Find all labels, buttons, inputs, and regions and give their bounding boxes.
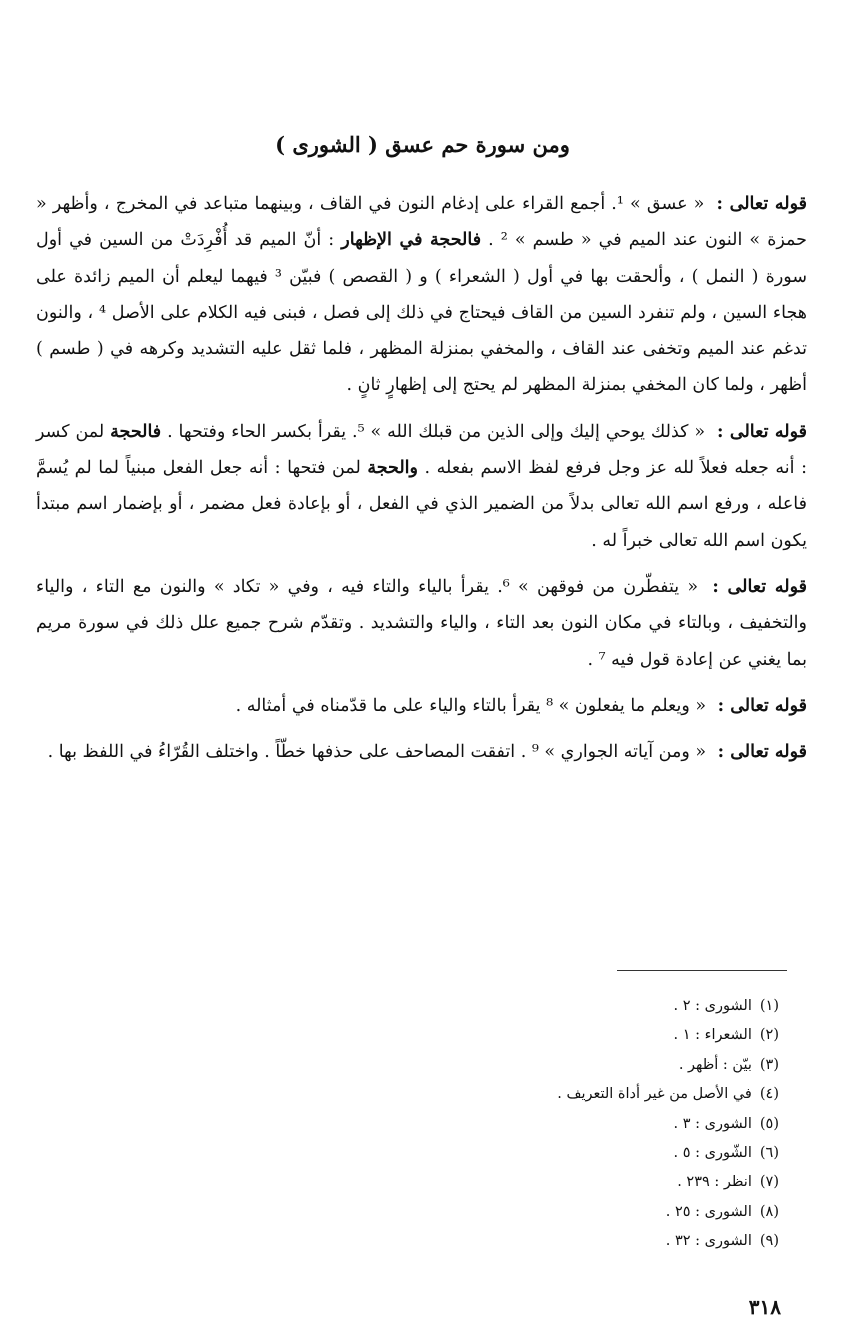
footnote-text: الشورى : ٢ . xyxy=(673,998,752,1014)
footnote-text: الشعراء : ١ . xyxy=(673,1027,752,1044)
footnote-item xyxy=(120,1139,779,1168)
footnote-separator xyxy=(617,970,787,971)
paragraph-3 xyxy=(36,569,807,678)
paragraph-text: « كذلك يوحي إليك وإلى الذين من قبلك الله » ⁵. يقرأ بكسر الحاء وفتحها . xyxy=(167,421,706,442)
body-text xyxy=(36,186,807,780)
verse-lead: قوله تعالى : xyxy=(712,576,807,597)
argument-term: والحجة xyxy=(367,458,418,479)
verse-lead: قوله تعالى : xyxy=(717,421,807,442)
paragraph-text: « عسق » ¹. أجمع القراء على إدغام النون في القاف ، وبينهما متباعد في المخرج ، وأظهر « حمزة » النون عند الميم في « طسم » ² . xyxy=(36,194,807,251)
footnote-number: (١) xyxy=(759,998,779,1014)
page-number: ٣١٨ xyxy=(748,1295,781,1319)
footnote-text: في الأصل من غير أداة التعريف . xyxy=(557,1086,752,1103)
footnote-number: (٩) xyxy=(759,1233,779,1250)
footnote-number: (٨) xyxy=(759,1203,779,1220)
footnote-item xyxy=(120,1198,779,1227)
paragraph-text: « يتفطّرن من فوقهن » ⁶. يقرأ بالياء والتاء فيه ، وفي « تكاد » والنون مع التاء ، والياء والتخفيف ، وبالتاء في مكان النون بعد التاء ، والياء والتشديد . وتقدّم شرح جميع علل ذلك في سورة مريم بما يغني عن إعادة قول فيه ⁷ . xyxy=(36,576,807,670)
verse-lead: قوله تعالى : xyxy=(717,695,807,716)
paragraph-text: لمن فتحها : أنه جعل الفعل مبنياً لما لم يُسمَّ فاعله ، ورفع اسم الله تعالى بدلاً من الضمير الذي في الفعل ، أو بإعادة فعل مضمر ، أو بإضمار اسم مبتدأ يكون اسم الله تعالى خبراً له . xyxy=(36,458,807,551)
paragraph-text: « ويعلم ما يفعلون » ⁸ يقرأ بالتاء والياء على ما قدّمناه في أمثاله . xyxy=(235,695,707,716)
footnote-item xyxy=(120,1051,779,1080)
paragraph-5 xyxy=(36,734,807,770)
footnote-number: (٦) xyxy=(759,1145,779,1162)
paragraph-1 xyxy=(36,186,807,404)
footnote-item xyxy=(120,1110,779,1139)
paragraph-text: لمن كسر : أنه جعله فعلاً لله عز وجل فرفع لفظ الاسم بفعله . xyxy=(36,421,807,479)
footnote-text: الشّورى : ٥ . xyxy=(673,1145,752,1162)
footnote-item xyxy=(120,1080,779,1109)
paragraph-text: « ومن آياته الجواري » ⁹ . اتفقت المصاحف على حذفها خطّاً . واختلف القُرّاءُ في اللفظ بها . xyxy=(47,742,707,763)
footnote-text: انظر : ٢٣٩ . xyxy=(677,1174,752,1191)
argument-term: فالحجة في الإظهار xyxy=(341,230,482,251)
footnote-number: (٤) xyxy=(759,1086,779,1103)
footnote-item xyxy=(120,1227,779,1256)
paragraph-4 xyxy=(36,688,807,724)
footnote-item xyxy=(120,1021,779,1050)
footnote-number: (٣) xyxy=(759,1056,779,1073)
footnote-text: الشورى : ٣ . xyxy=(673,1115,752,1132)
footnote-item xyxy=(120,992,779,1021)
footnote-text: بيّن : أظهر . xyxy=(678,1056,752,1073)
paragraph-text: : أنّ الميم قد أُفْرِدَتْ من السين في أول سورة ( النمل ) ، وألحقت بها في أول ( الشعراء ) و ( القصص ) فبيّن ³ فيهما ليعلم أن الميم زائدة على هجاء السين ، ولم تنفرد السين من القاف فيحتاج في ذلك إلى فصل ، فبنى فيه الكلام على الأصل ⁴ ، والنون تدغم عند الميم وتخفى عند القاف ، والمخفي بمنزلة المظهر ، فلما ثقل عليه التشديد وكرهه في ( طسم ) أظهر ، ولما كان المخفي بمنزلة المظهر لم يحتج إلى إظهارٍ ثانٍ . xyxy=(36,230,807,396)
footnote-item xyxy=(120,1168,779,1197)
footnote-number: (٧) xyxy=(759,1174,779,1191)
footnote-number: (٢) xyxy=(759,1027,779,1044)
footnote-text: الشورى : ٢٥ . xyxy=(665,1203,752,1220)
footnote-text: الشورى : ٣٢ . xyxy=(665,1233,752,1250)
verse-lead: قوله تعالى : xyxy=(717,742,807,763)
paragraph-2 xyxy=(36,414,807,559)
verse-lead: قوله تعالى : xyxy=(716,194,807,214)
footnotes-list xyxy=(120,992,779,1257)
argument-term: فالحجة xyxy=(110,421,162,442)
footnote-number: (٥) xyxy=(759,1115,779,1132)
chapter-title: ومن سورة حم عسق ( الشورى ) xyxy=(275,132,570,157)
